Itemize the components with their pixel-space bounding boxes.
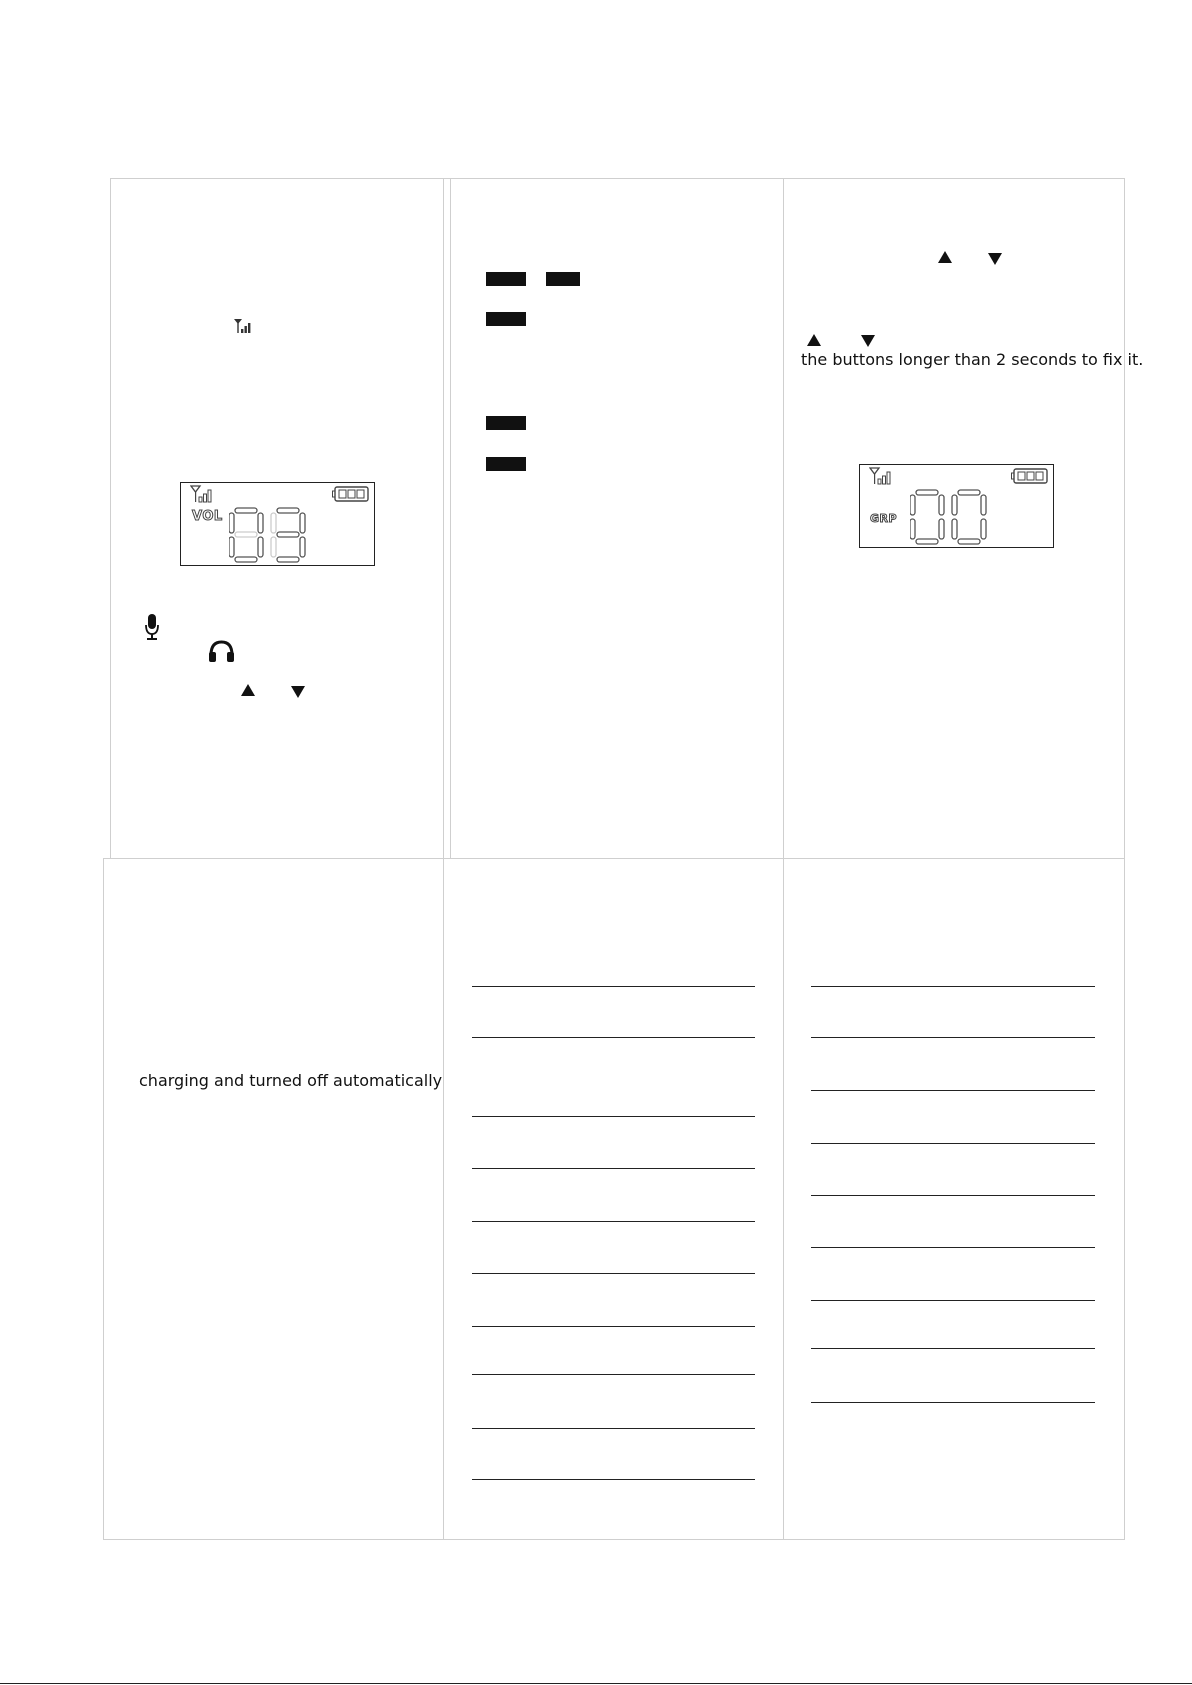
table-rule [811,1402,1095,1403]
table-rule [472,1326,755,1327]
page-bottom-edge [0,1683,1192,1684]
table-rule [472,1116,755,1117]
table-rule [472,986,755,987]
arrow-up-icon [938,251,952,263]
battery-icon [1011,467,1051,485]
key-block [486,312,526,326]
lcd-vol-label: VOL [192,509,223,524]
arrow-down-icon [861,335,875,347]
battery-icon [332,485,372,503]
arrow-up-icon [241,684,255,696]
arrow-up-icon [807,334,821,346]
key-block [486,272,526,286]
lcd-vol-digits [229,507,309,563]
table-rule [472,1479,755,1480]
table-rule [811,1090,1095,1091]
bottom-panel-frame [103,858,1125,1540]
arrow-down-icon [988,253,1002,265]
arrow-down-icon [291,686,305,698]
lcd-grp-digits [910,489,990,545]
charging-text: charging and turned off automatically [139,1071,443,1090]
table-rule [472,1168,755,1169]
table-rule [811,1195,1095,1196]
key-block [486,416,526,430]
signal-icon [190,485,216,503]
table-rule [811,1037,1095,1038]
signal-icon [233,318,253,334]
lcd-group-display [859,464,1054,548]
table-rule [472,1273,755,1274]
instruction-line: the buttons longer than 2 seconds to fix it. [801,350,1144,369]
signal-icon [869,467,895,485]
table-rule [811,1143,1095,1144]
headphones-icon [208,639,235,663]
column-divider-1 [443,178,444,1540]
table-rule [811,986,1095,987]
table-rule [811,1348,1095,1349]
table-rule [472,1221,755,1222]
table-rule [472,1374,755,1375]
key-block [546,272,580,286]
column-divider-1b [450,178,451,859]
table-rule [811,1300,1095,1301]
key-block [486,457,526,471]
lcd-grp-label: GRP [870,512,898,525]
table-rule [472,1037,755,1038]
lcd-volume-display [180,482,375,566]
microphone-icon [144,613,160,641]
column-divider-2 [783,178,784,1540]
table-rule [472,1428,755,1429]
table-rule [811,1247,1095,1248]
